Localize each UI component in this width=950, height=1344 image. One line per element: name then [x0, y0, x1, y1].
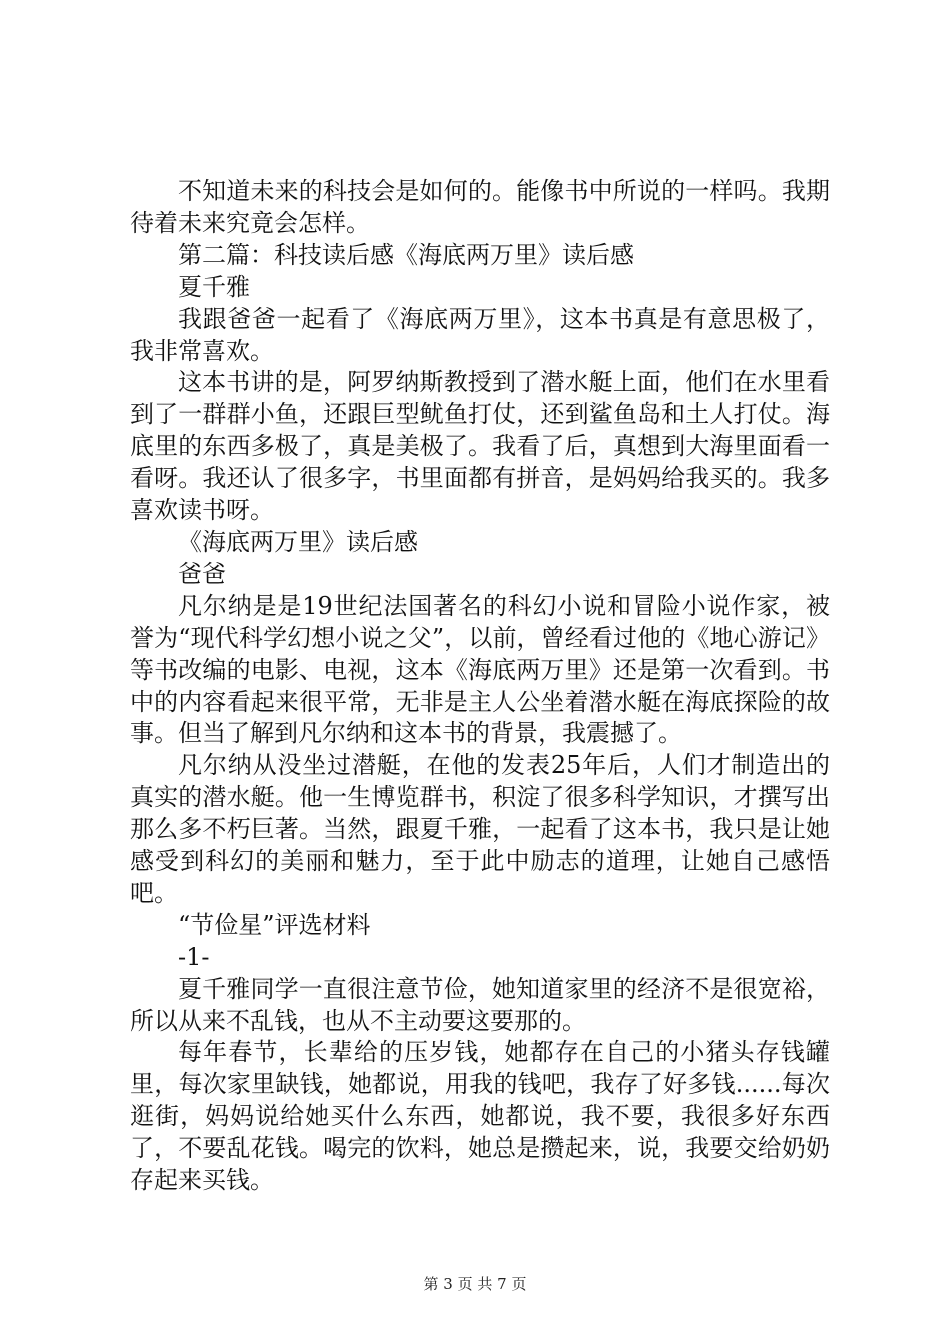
item-number: -1- [178, 942, 210, 971]
section-heading: “节俭星”评选材料 [178, 910, 371, 939]
section-heading: 第二篇：科技读后感《海底两万里》读后感 [178, 240, 634, 269]
page-footer: 第 3 页 共 7 页 [423, 1275, 527, 1293]
paragraph: 我跟爸爸一起看了《海底两万里》，这本书真是有意思极了，我非常喜欢。 [130, 304, 830, 365]
author-name: 爸爸 [178, 559, 226, 588]
subsection-heading: 《海底两万里》读后感 [178, 527, 418, 556]
paragraph: 凡尔纳从没坐过潜艇，在他的发表25年后，人们才制造出的真实的潜水艇。他一生博览群书，积淀了很多科学知识，才撰写出那么多不朽巨著。当然，跟夏千雅，一起看了这本书，我只是让她感受到科幻的美丽和魅力，至于此中励志的道理，让她自己感悟吧。 [130, 751, 830, 907]
paragraph: 凡尔纳是是19世纪法国著名的科幻小说和冒险小说作家，被誉为“现代科学幻想小说之父”，以前，曾经看过他的《地心游记》等书改编的电影、电视，这本《海底两万里》还是第一次看到。书中的内容看起来很平常，无非是主人公坐着潜水艇在海底探险的故事。但当了解到凡尔纳和这本书的背景，我震撼了。 [130, 591, 830, 748]
paragraph: 夏千雅同学一直很注意节俭，她知道家里的经济不是很宽裕，所以从来不乱钱，也从不主动要这要那的。 [130, 974, 830, 1035]
document-body [130, 176, 830, 1197]
paragraph: 这本书讲的是，阿罗纳斯教授到了潜水艇上面，他们在水里看到了一群群小鱼，还跟巨型鱿鱼打仗，还到鲨鱼岛和土人打仗。海底里的东西多极了，真是美极了。我看了后，真想到大海里面看一看呀。我还认了很多字，书里面都有拼音，是妈妈给我买的。我多喜欢读书呀。 [130, 368, 830, 525]
paragraph-closing-remark: 不知道未来的科技会是如何的。能像书中所说的一样吗。我期待着未来究竟会怎样。 [130, 177, 830, 237]
paragraph: 每年春节，长辈给的压岁钱，她都存在自己的小猪头存钱罐里，每次家里缺钱，她都说，用我的钱吧，我存了好多钱......每次逛街，妈妈说给她买什么东西，她都说，我不要，我很多好东西了，不要乱花钱。喝完的饮料，她总是攒起来，说，我要交给奶奶存起来买钱。 [130, 1038, 830, 1195]
author-name: 夏千雅 [178, 272, 250, 301]
